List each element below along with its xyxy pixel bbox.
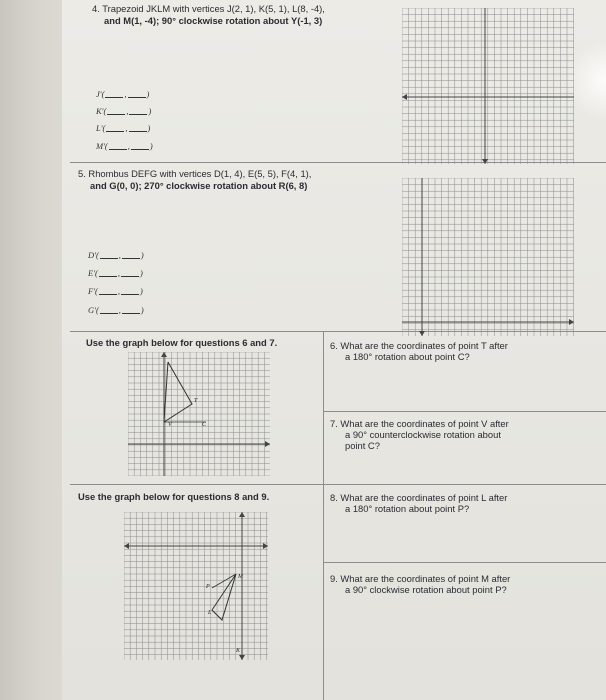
q5-answer-f[interactable]: F'( , ) (88, 286, 143, 296)
answer-label: E'( (88, 268, 98, 278)
q5-answer-d[interactable]: D'( , ) (88, 250, 144, 260)
answer-blank[interactable] (100, 258, 118, 259)
answer-blank[interactable] (122, 258, 140, 259)
answer-close: ) (140, 305, 144, 315)
grid-lines (124, 512, 268, 660)
coordinate-grid-q4 (402, 8, 574, 164)
q8-prompt-line1: 8. What are the coordinates of point L after (330, 492, 508, 503)
q5-answer-g[interactable]: G'( , ) (88, 305, 144, 315)
coordinate-grid-q8-q9 (124, 512, 268, 660)
answer-close: ) (149, 141, 153, 151)
point-label-c: C (202, 422, 207, 428)
answer-blank[interactable] (121, 276, 139, 277)
answer-close: ) (148, 106, 152, 116)
q7-prompt-line1: 7. What are the coordinates of point V after (330, 418, 509, 429)
section1-heading: Use the graph below for questions 6 and 7. (86, 337, 278, 348)
q5-prompt-line2: and G(0, 0); 270° clockwise rotation about R(6, 8) (90, 180, 308, 191)
divider-middle-lower (323, 331, 324, 700)
answer-label: J'( (96, 89, 105, 99)
axis-arrow-left (402, 94, 407, 100)
coordinate-grid-q6-q7 (128, 352, 270, 476)
answer-blank[interactable] (129, 131, 147, 132)
grid-lines (402, 8, 574, 164)
q9-prompt-line2: a 90° clockwise rotation about point P? (345, 584, 507, 595)
axis-arrow-bottom (482, 159, 488, 164)
answer-label: F'( (88, 286, 98, 296)
axis-arrow-right (569, 319, 574, 325)
answer-close: ) (139, 268, 143, 278)
answer-close: ) (147, 123, 151, 133)
q5-answer-e[interactable]: E'( , ) (88, 268, 143, 278)
axis-arrow-right (265, 441, 270, 447)
axis-arrow-bottom (239, 655, 245, 660)
answer-blank[interactable] (128, 97, 146, 98)
point-label-p: P (206, 584, 210, 590)
answer-label: D'( (88, 250, 99, 260)
axis-arrow-top (239, 512, 245, 517)
answer-blank[interactable] (99, 276, 117, 277)
q4-answer-m[interactable]: M'( , ) (96, 141, 153, 151)
point-label-m: M (238, 574, 243, 580)
axis-arrow-top (161, 352, 167, 357)
page-edge-shadow (0, 0, 70, 700)
answer-blank[interactable] (106, 131, 124, 132)
answer-label: L'( (96, 123, 106, 133)
point-label-l: L (208, 610, 212, 616)
q8-prompt-line2: a 180° rotation about point P? (345, 503, 470, 514)
q7-prompt-line3: point C? (345, 440, 380, 451)
coordinate-grid-q5 (402, 178, 574, 336)
answer-blank[interactable] (129, 114, 147, 115)
answer-blank[interactable] (131, 149, 149, 150)
triangle-tcv (164, 362, 192, 422)
answer-label: G'( (88, 305, 99, 315)
q4-prompt-line1: 4. Trapezoid JKLM with vertices J(2, 1), K(5, 1), L(8, -4), (92, 3, 325, 14)
answer-blank[interactable] (99, 294, 117, 295)
answer-blank[interactable] (122, 313, 140, 314)
grid-lines (128, 352, 270, 476)
answer-blank[interactable] (121, 294, 139, 295)
q4-answer-l[interactable]: L'( , ) (96, 123, 151, 133)
answer-close: ) (139, 286, 143, 296)
divider-section2 (70, 484, 606, 485)
q4-answer-j[interactable]: J'( , ) (96, 89, 150, 99)
divider-q6-q7 (323, 411, 606, 412)
axis-arrow-left (124, 543, 129, 549)
point-label-v: V (168, 422, 172, 428)
grid-lines (402, 178, 574, 336)
divider-q8-q9 (323, 562, 606, 563)
section2-heading: Use the graph below for questions 8 and 9. (78, 491, 270, 502)
point-label-k: K (236, 648, 241, 654)
q7-prompt-line2: a 90° counterclockwise rotation about (345, 429, 501, 440)
q6-prompt-line1: 6. What are the coordinates of point T after (330, 340, 508, 351)
q4-answer-k[interactable]: K'( , ) (96, 106, 152, 116)
q6-prompt-line2: a 180° rotation about point C? (345, 351, 470, 362)
q4-prompt-line2: and M(1, -4); 90° clockwise rotation about Y(-1, 3) (104, 15, 323, 26)
q9-prompt-line1: 9. What are the coordinates of point M after (330, 573, 511, 584)
answer-label: K'( (96, 106, 107, 116)
answer-blank[interactable] (107, 114, 125, 115)
answer-blank[interactable] (105, 97, 123, 98)
point-label-t: T (194, 398, 198, 404)
axis-arrow-bottom (419, 331, 425, 336)
answer-blank[interactable] (109, 149, 127, 150)
answer-blank[interactable] (100, 313, 118, 314)
answer-label: M'( (96, 141, 108, 151)
q5-prompt-line1: 5. Rhombus DEFG with vertices D(1, 4), E(5, 5), F(4, 1), (78, 168, 312, 179)
answer-close: ) (140, 250, 144, 260)
answer-close: ) (146, 89, 150, 99)
axis-arrow-right (263, 543, 268, 549)
